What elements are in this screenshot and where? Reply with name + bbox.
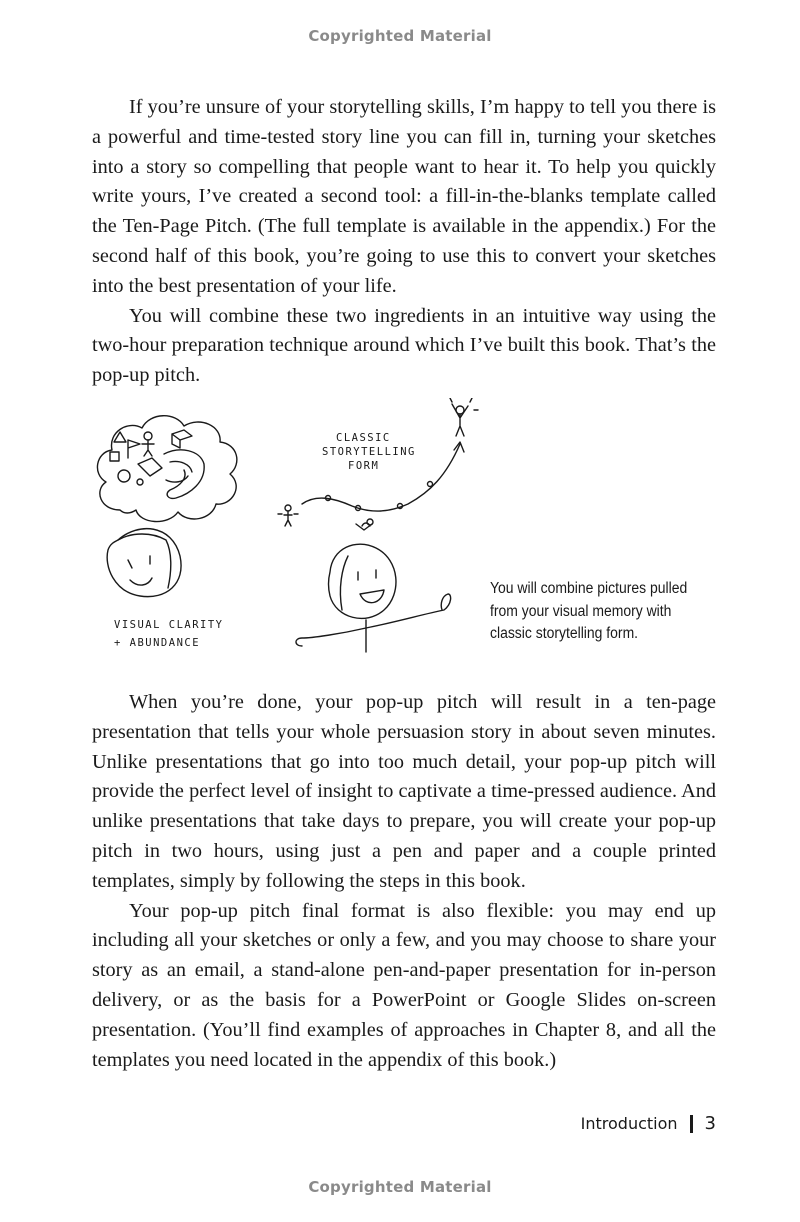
hair-center <box>340 556 348 610</box>
face-outline-center <box>329 544 396 618</box>
small-figure-body <box>142 440 154 456</box>
illustration-figure <box>80 398 730 668</box>
square-sketch <box>110 452 119 461</box>
caption-line: You will combine pictures pulled <box>490 580 688 597</box>
section-name: Introduction <box>580 1114 678 1133</box>
paragraph: Your pop-up pitch final format is also flexible: you may end up including all your sketches or only a few, and you may choose to share your story as an email, a stand-alone pen-and-paper presentation for in-person delivery, or as the basis for a PowerPoint or Google Slides on-screen presentation. (You’ll find examples of approaches in Chapter 8, and all the templates you need located in the appendix of this book.) <box>92 899 716 1071</box>
circle-sketch <box>118 470 130 482</box>
label-form: FORM <box>348 460 380 472</box>
label-visual-clarity: VISUAL CLARITY <box>114 619 224 631</box>
paragraph: When you’re done, your pop-up pitch will result in a ten-page presentation that tells your whole persuasion story in about seven minutes. Unlike presentations that go into too much detail, your pop-up pitch will provide the perfect level of insight to captivate a time-pressed audience. And unlike presentations that take days to prepare, you will create your pop-up pitch in two hours, using just a pen and paper and a couple printed templates, simply by following the steps in this book. <box>92 691 716 892</box>
label-classic: CLASSIC <box>336 432 391 444</box>
body-text-top <box>92 93 716 391</box>
page-footer <box>581 1113 716 1134</box>
paragraph: If you’re unsure of your storytelling skills, I’m happy to tell you there is a powerful and time-tested story line you can fill in, turning your sketches into a story so compelling that people want to hear it. To help you quickly write yours, I’ve created a second tool: a fill-in-the-blanks template called the Ten-Page Pitch. (The full template is available in the appendix.) For the second half of this book, you’re going to use this to convert your sketches into the best presentation of your life. <box>92 96 716 297</box>
figure-caption <box>490 578 706 646</box>
small-figure-head <box>144 432 152 440</box>
caption-line: classic storytelling form. <box>490 625 639 642</box>
cube-sketch <box>172 430 192 448</box>
body-text-bottom <box>92 688 716 1075</box>
smile-center <box>360 590 384 603</box>
label-abundance: + ABUNDANCE <box>114 637 201 649</box>
box-sketch <box>138 458 162 476</box>
label-storytelling: STORYTELLING <box>322 446 416 458</box>
face-outline-left <box>107 529 181 597</box>
caption-line: from your visual memory with <box>490 602 672 620</box>
smile-left <box>130 578 152 585</box>
folio-separator <box>690 1115 693 1133</box>
thought-cloud <box>97 416 236 522</box>
copyright-watermark-top: Copyrighted Material <box>308 27 492 45</box>
flag-sketch <box>128 440 140 458</box>
arm-left <box>296 628 366 646</box>
hair-left <box>118 534 171 588</box>
tornado-sketch <box>164 450 204 498</box>
tumbling-figure <box>356 523 372 530</box>
paragraph: You will combine these two ingredients in an intuitive way using the two-hour preparation technique around which I’ve built this book. That’s the pop-up pitch. <box>92 304 716 387</box>
copyright-watermark-bottom: Copyrighted Material <box>308 1178 492 1196</box>
page-number: 3 <box>704 1113 716 1134</box>
